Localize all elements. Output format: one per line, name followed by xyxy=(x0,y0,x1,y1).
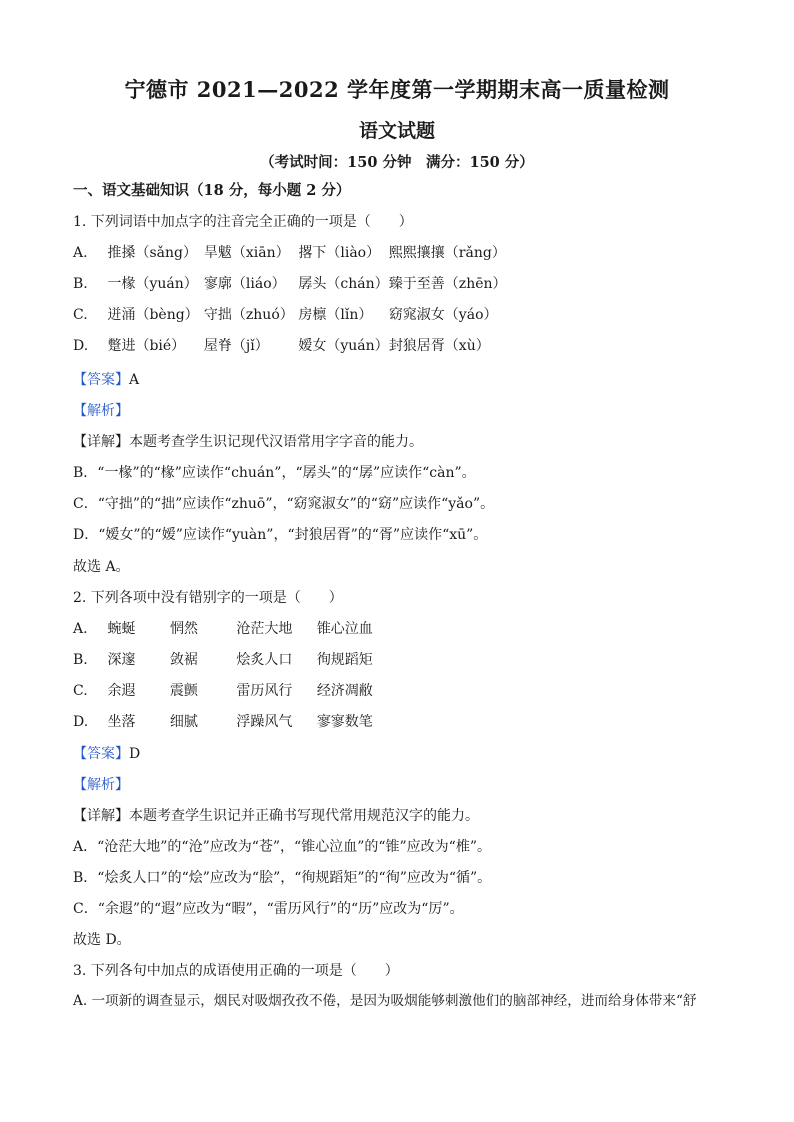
answer-label: 【答案】 xyxy=(73,746,129,762)
q2-conclusion: 故选 D。 xyxy=(73,932,131,948)
option-label: B. xyxy=(73,276,88,292)
option-label: D. xyxy=(73,714,89,730)
option-item: 撂下（liào） xyxy=(298,245,381,261)
q1-explanation-d: D．“嫒女”的“嫒”应读作“yuàn”，“封狼居胥”的“胥”应读作“xū”。 xyxy=(73,527,488,543)
option-item: 臻于至善（zhēn） xyxy=(388,276,507,292)
option-item: 寥廓（liáo） xyxy=(203,276,286,292)
option-label: D. xyxy=(73,338,89,354)
option-label: A. xyxy=(73,621,88,637)
q2-explanation-a: A．“沧茫大地”的“沧”应改为“苍”，“锥心泣血”的“锥”应改为“椎”。 xyxy=(73,839,491,855)
q2-option-a xyxy=(73,619,373,639)
q2-option-d xyxy=(73,712,373,732)
q3-option-a: A. 一项新的调查显示，烟民对吸烟孜孜不倦，是因为吸烟能够刺激他们的脑部神经，进而给身体带来“舒 xyxy=(73,993,697,1009)
option-item: 沧茫大地 xyxy=(236,621,293,637)
q1-option-d xyxy=(73,336,490,356)
question-3-stem: 3. 下列各句中加点的成语使用正确的一项是（ ） xyxy=(73,963,399,979)
option-item: 浮躁风气 xyxy=(236,714,293,730)
q2-analysis-label: 【解析】 xyxy=(73,777,129,793)
q2-detail: 【详解】本题考查学生识记并正确书写现代常用规范汉字的能力。 xyxy=(73,808,479,824)
option-item: 封狼居胥（xù） xyxy=(388,338,490,354)
q2-option-b xyxy=(73,650,373,670)
question-1-stem: 1. 下列词语中加点字的注音完全正确的一项是（ ） xyxy=(73,214,413,230)
option-item: 窈窕淑女（yáo） xyxy=(388,307,498,323)
option-item: 余遐 xyxy=(107,683,136,699)
document-title: 宁德市 2021—2022 学年度第一学期期末高一质量检测 xyxy=(124,77,670,102)
option-item: 细腻 xyxy=(169,714,198,730)
option-item: 嫒女（yuán） xyxy=(298,338,389,354)
option-label: B. xyxy=(73,652,88,668)
q1-analysis-label: 【解析】 xyxy=(73,403,129,419)
option-item: 敛裾 xyxy=(169,652,198,668)
question-2-stem: 2. 下列各项中没有错别字的一项是（ ） xyxy=(73,590,343,606)
option-item: 深邃 xyxy=(107,652,136,668)
option-item: 坐落 xyxy=(107,714,136,730)
option-item: 寥寥数笔 xyxy=(316,714,373,730)
q2-answer xyxy=(73,744,140,764)
answer-label: 【答案】 xyxy=(73,372,129,388)
q2-explanation-c: C．“余遐”的“遐”应改为“暇”，“雷历风行”的“历”应改为“厉”。 xyxy=(73,901,464,917)
option-item: 蜿蜒 xyxy=(107,621,136,637)
option-label: C. xyxy=(73,307,88,323)
q1-option-b xyxy=(73,274,507,294)
option-item: 雷历风行 xyxy=(236,683,293,699)
option-item: 屋脊（jǐ） xyxy=(203,338,269,354)
option-item: 惘然 xyxy=(169,621,198,637)
option-label: C. xyxy=(73,683,88,699)
option-item: 熙熙攘攘（rǎng） xyxy=(388,245,506,261)
option-label: A. xyxy=(73,245,88,261)
q1-explanation-b: B．“一椽”的“椽”应读作“chuán”，“孱头”的“孱”应读作“càn”。 xyxy=(73,465,476,481)
q2-option-c xyxy=(73,681,373,701)
q1-option-c xyxy=(73,305,498,325)
option-item: 迸涌（bèng） xyxy=(107,307,199,323)
q1-option-a xyxy=(73,243,506,263)
option-item: 徇规蹈矩 xyxy=(316,652,373,668)
option-item: 震颤 xyxy=(169,683,198,699)
section-heading: 一、语文基础知识（18 分，每小题 2 分） xyxy=(73,182,351,199)
document-subtitle: 语文试题 xyxy=(358,120,435,142)
option-item: 房檩（lǐn） xyxy=(298,307,373,323)
option-item: 烩炙人口 xyxy=(236,652,293,668)
q2-explanation-b: B．“烩炙人口”的“烩”应改为“脍”，“徇规蹈矩”的“徇”应改为“循”。 xyxy=(73,870,492,886)
option-item: 旱魃（xiān） xyxy=(203,245,290,261)
exam-info: （考试时间：150 分钟 满分：150 分） xyxy=(260,154,534,171)
q1-explanation-c: C．“守拙”的“拙”应读作“zhuō”，“窈窕淑女”的“窈”应读作“yǎo”。 xyxy=(73,496,495,512)
option-item: 锥心泣血 xyxy=(316,621,373,637)
option-item: 孱头（chán） xyxy=(298,276,389,292)
answer-value: A xyxy=(129,372,140,388)
option-item: 一椽（yuán） xyxy=(107,276,198,292)
option-item: 推搡（sǎng） xyxy=(107,245,197,261)
q1-detail: 【详解】本题考查学生识记现代汉语常用字字音的能力。 xyxy=(73,434,423,450)
option-item: 守拙（zhuó） xyxy=(203,307,294,323)
answer-value: D xyxy=(129,746,141,762)
option-item: 经济凋敝 xyxy=(316,683,373,699)
option-item: 蹩进（bié） xyxy=(107,338,186,354)
q1-conclusion: 故选 A。 xyxy=(73,559,130,575)
q1-answer xyxy=(73,370,139,390)
